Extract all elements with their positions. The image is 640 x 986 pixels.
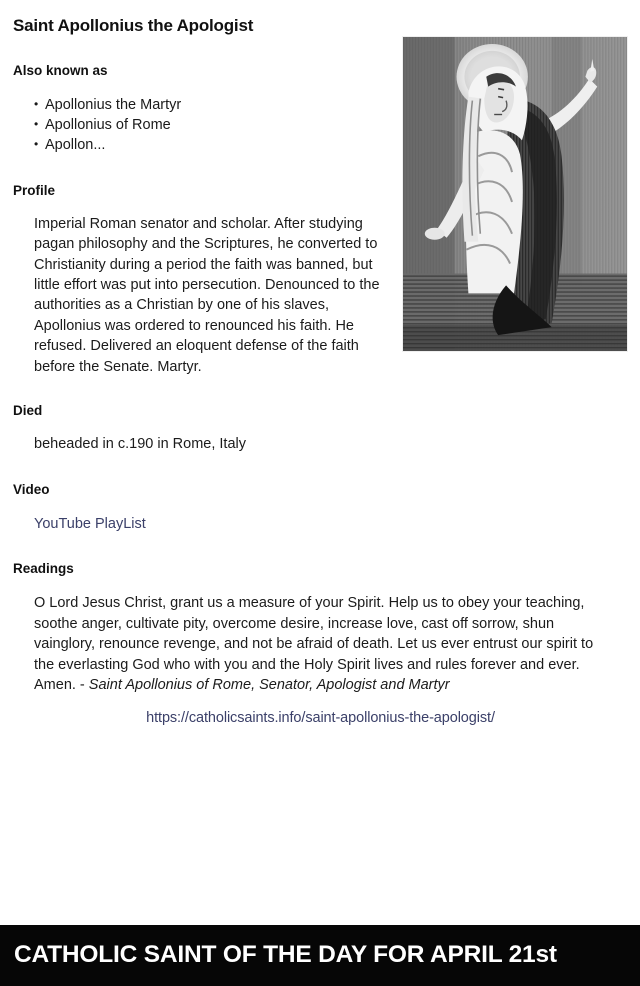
- page-title: Saint Apollonius the Apologist: [13, 16, 254, 35]
- saint-engraving-image: [402, 36, 628, 352]
- saint-illustration: [402, 36, 628, 352]
- also-known-as-list: [13, 95, 628, 155]
- reading-text: O Lord Jesus Christ, grant us a measure of your Spirit. Help us to obey your teaching, soothe anger, cultivate pity, overcome desire, increase love, cast off sorrow, shun vainglory, renounce revenge, and not be afraid of death. Let us ever entrust our spirit to the everlasting God who with you and the Holy Spirit lives and rules forever and ever. Amen. -: [34, 594, 594, 694]
- banner-text: CATHOLIC SAINT OF THE DAY FOR APRIL 21st: [14, 941, 557, 969]
- heading-video: Video: [13, 481, 50, 497]
- video-link-row: [13, 514, 628, 534]
- bottom-banner: [0, 925, 640, 986]
- heading-also-known-as: Also known as: [13, 63, 108, 79]
- died-text: beheaded in c.190 in Rome, Italy: [34, 436, 246, 453]
- heading-died: Died: [13, 403, 43, 419]
- source-url[interactable]: https://catholicsaints.info/saint-apollonius-the-apologist/: [146, 710, 495, 727]
- heading-readings: Readings: [13, 560, 74, 576]
- list-item: • Apollon...: [34, 135, 628, 155]
- youtube-playlist-link[interactable]: YouTube PlayList: [34, 515, 146, 532]
- heading-profile: Profile: [13, 182, 56, 198]
- reading-text-block: [13, 593, 628, 696]
- profile-text: Imperial Roman senator and scholar. After studying pagan philosophy and the Scriptures, he converted to Christianity during a period the faith was banned, but little effort was put into persecution. Denounced to the authorities as a Christian by one of his slaves, Apollonius was ordered to renounced his faith. He refused. Delivered an eloquent defense of the faith before the Senate. Martyr.: [34, 215, 380, 375]
- reading-attribution: Saint Apollonius of Rome, Senator, Apologist and Martyr: [88, 677, 450, 694]
- list-item: • Apollonius of Rome: [34, 115, 628, 135]
- list-item: • Apollonius the Martyr: [34, 95, 628, 115]
